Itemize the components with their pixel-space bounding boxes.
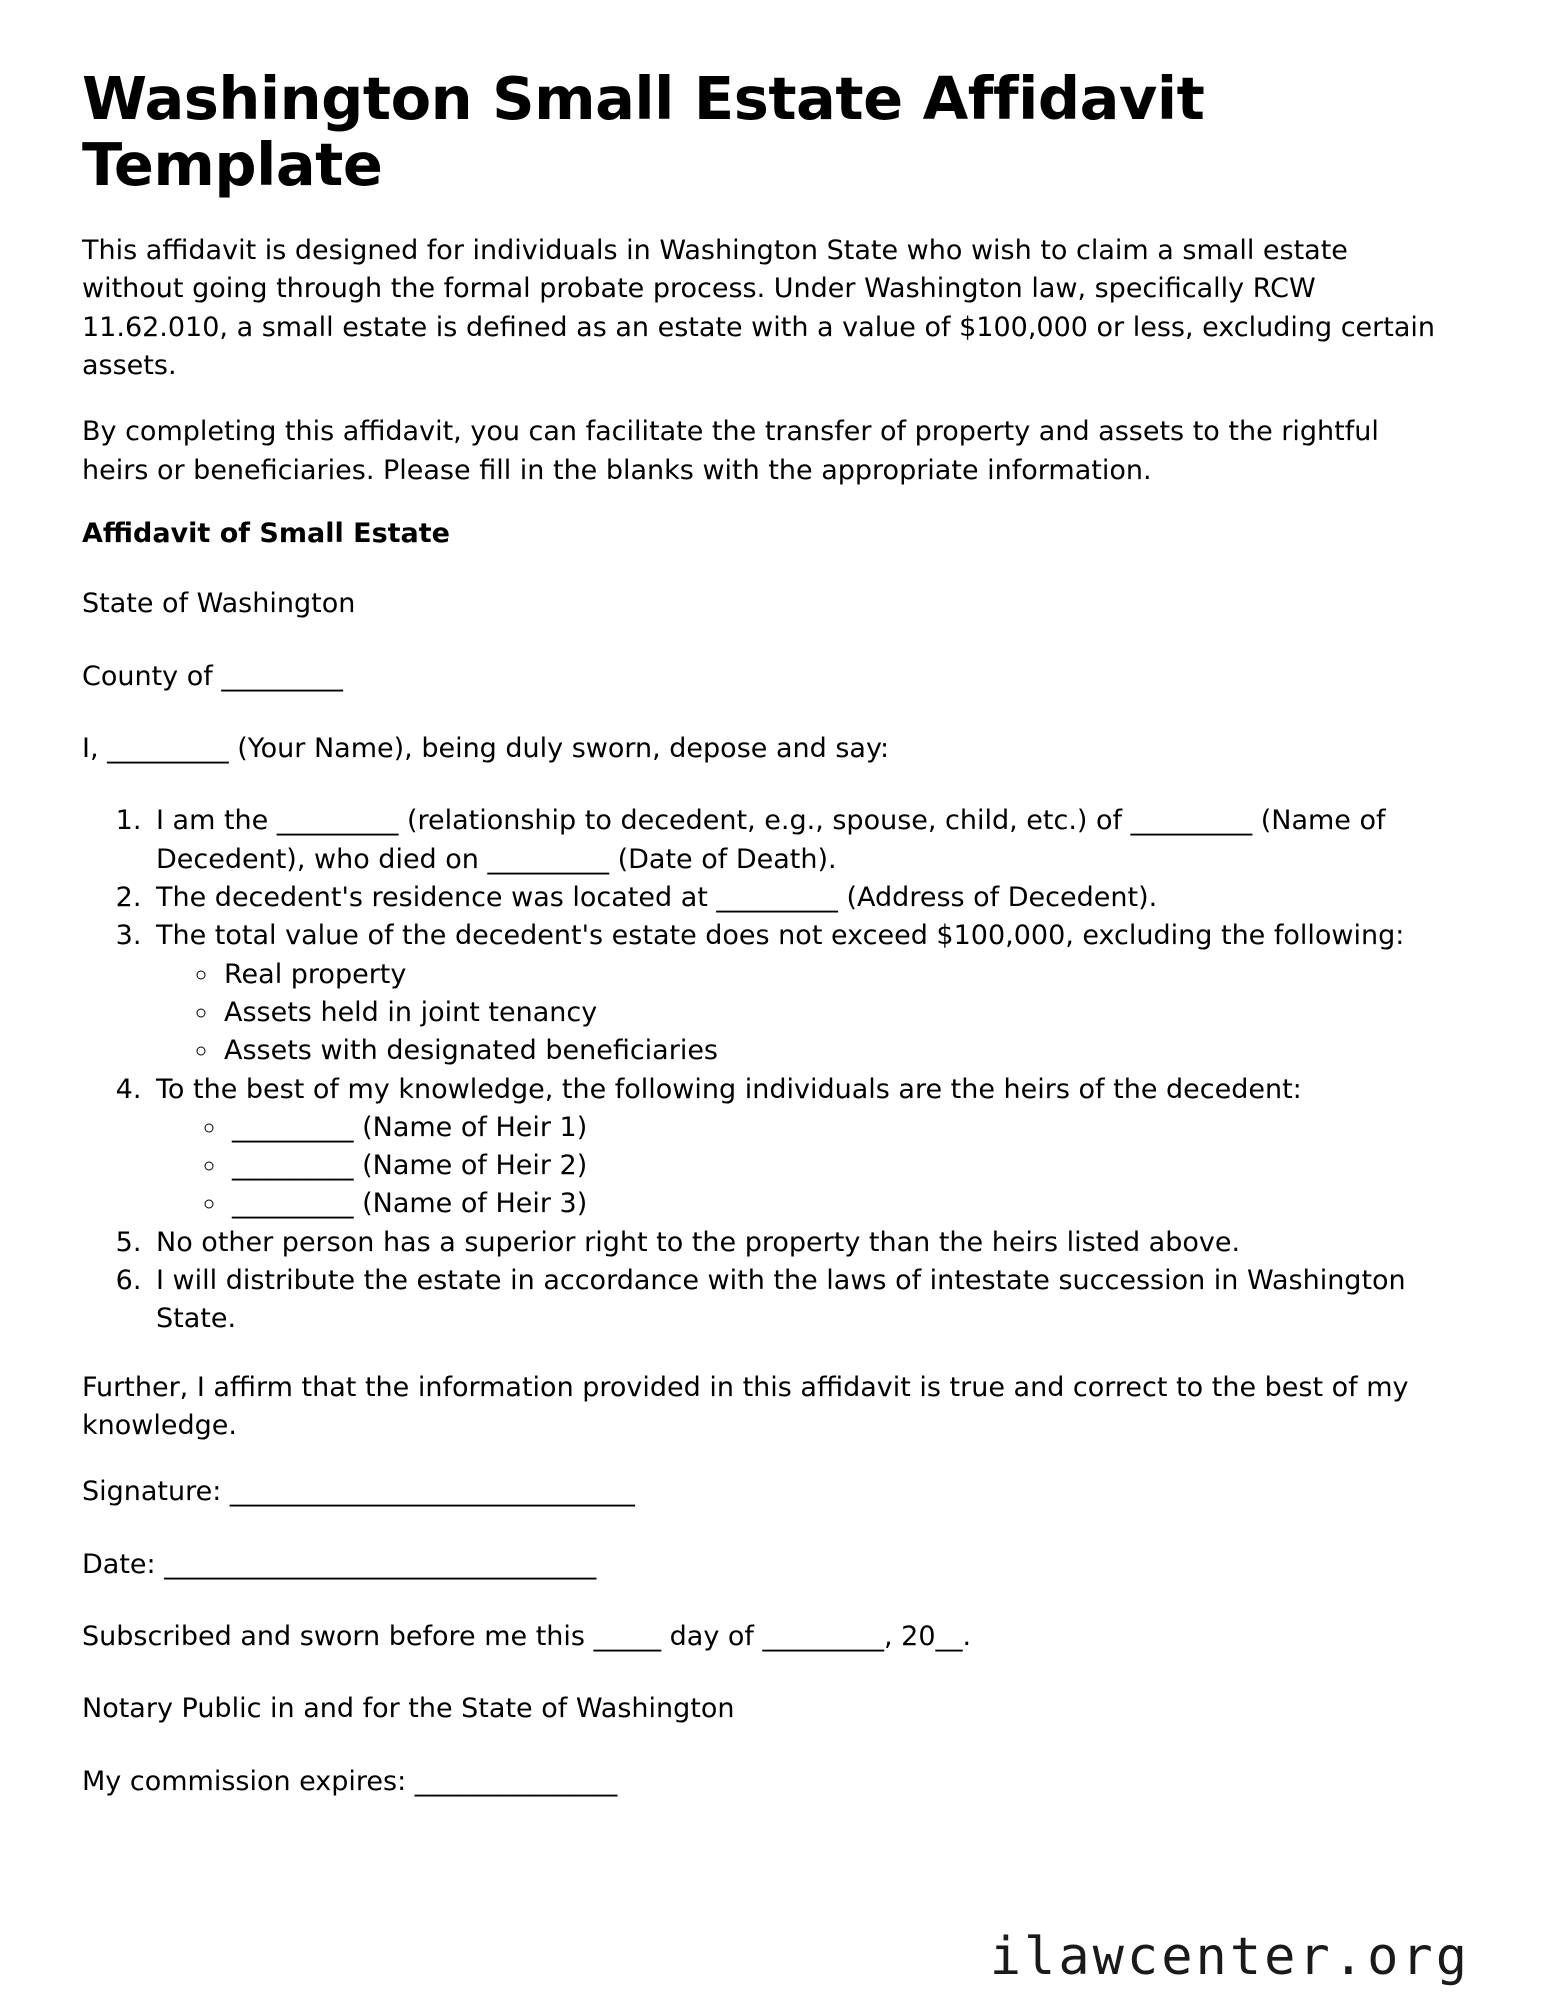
list-item: ◦ _________ (Name of Heir 2) [228,1147,1454,1185]
claim-item [150,917,1454,1070]
list-item: ◦ _________ (Name of Heir 3) [228,1185,1454,1223]
list-item: ◦ Real property [220,956,1454,994]
claim-text: To the best of my knowledge, the following individuals are the heirs of the decedent: [156,1073,1302,1105]
affirmation-paragraph: Further, I affirm that the information provided in this affidavit is true and correct to the best of my knowledge. [82,1371,1409,1442]
deponent-line: I, _________ (Your Name), being duly sworn, depose and say: [82,732,890,764]
claim-text: The decedent's residence was located at _________ (Address of Decedent). [156,881,1158,913]
section-heading-affidavit: Affidavit of Small Estate [82,518,450,550]
claim-item [150,1071,1454,1224]
claim-item [150,1262,1454,1339]
claim-text: I will distribute the estate in accordance with the laws of intestate succession in Washington State. [156,1265,1406,1335]
claim-item [150,879,1454,917]
claim-item [150,802,1454,879]
claim-text: I am the _________ (relationship to decedent, e.g., spouse, child, etc.) of _________ (Name of Decedent), who died on _________ (Date of Death). [156,805,1386,875]
subscribed-sworn-line: Subscribed and sworn before me this _____ day of _________, 20__. [82,1621,972,1653]
commission-expires-line: My commission expires: _______________ [82,1765,618,1797]
signature-line: Signature: ______________________________ [82,1476,635,1508]
claim-text: The total value of the decedent's estate does not exceed $100,000, excluding the following: [156,920,1405,952]
site-watermark: ilawcenter.org [989,1927,1470,1987]
exclusions-list [156,956,1454,1071]
state-line: State of Washington [82,588,356,620]
intro-paragraph-2: By completing this affidavit, you can facilitate the transfer of property and assets to the rightful heirs or beneficiaries. Please fill in the blanks with the appropriate information. [82,416,1379,486]
county-line: County of _________ [82,660,343,692]
list-item: ◦ _________ (Name of Heir 1) [228,1109,1454,1147]
list-item: ◦ Assets with designated beneficiaries [220,1032,1454,1070]
claims-list [82,802,1454,1339]
heirs-list [156,1109,1454,1224]
claim-text: No other person has a superior right to the property than the heirs listed above. [156,1226,1241,1258]
page-title: Washington Small Estate Affidavit Template [82,64,1205,200]
date-line: Date: ________________________________ [82,1548,597,1580]
list-item: ◦ Assets held in joint tenancy [220,994,1454,1032]
claim-item [150,1224,1454,1262]
notary-public-line: Notary Public in and for the State of Washington [82,1693,735,1725]
intro-paragraph-1: This affidavit is designed for individuals in Washington State who wish to claim a small estate without going through the formal probate process. Under Washington law, specifically RCW 11.62.010, a small estate is defined as an estate with a value of $100,000 or less, excluding certain assets. [82,235,1436,382]
